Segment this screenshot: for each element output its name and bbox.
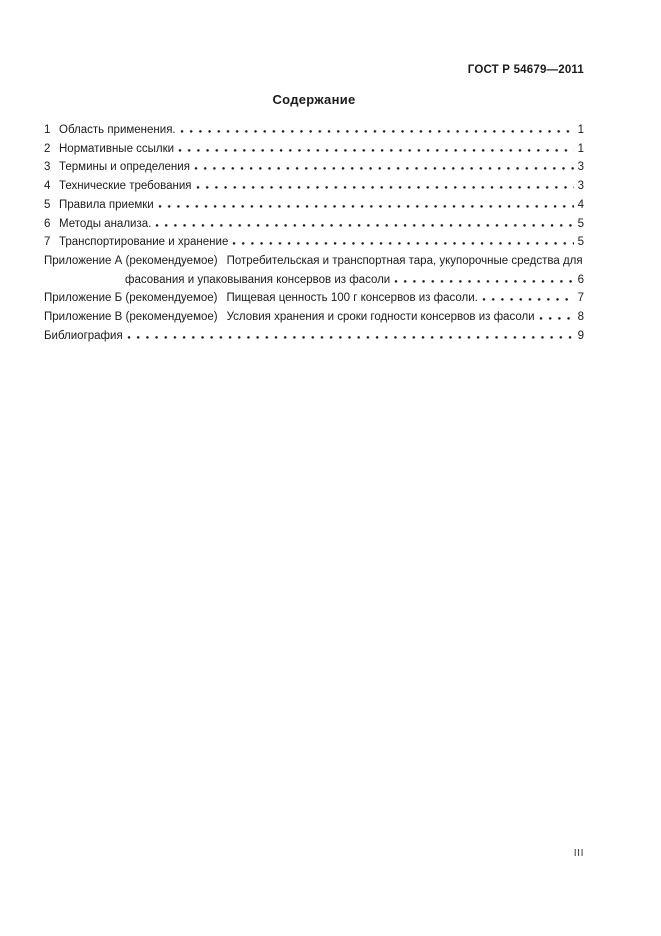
dot-leader — [394, 279, 574, 283]
standard-code: ГОСТ Р 54679—2011 — [467, 64, 584, 76]
toc-entry-page: 4 — [577, 198, 584, 211]
toc-entry-label: Методы анализа. — [59, 217, 152, 230]
bibliography-label: Библиография — [44, 329, 123, 342]
appendix-description: Пищевая ценность 100 г консервов из фасоли. — [226, 292, 478, 305]
page-number: III — [573, 847, 584, 859]
toc-entry — [44, 196, 584, 215]
toc-entry-number: 5 — [44, 198, 51, 211]
appendix-label: Приложение А (рекомендуемое) — [44, 254, 218, 267]
toc-entry-label: Правила приемки — [59, 198, 154, 211]
appendix-label: Приложение Б (рекомендуемое) — [44, 292, 218, 305]
dot-leader — [155, 223, 574, 227]
toc-entry-page: 1 — [577, 124, 584, 136]
document-header — [44, 64, 584, 76]
dot-leader — [232, 241, 574, 245]
toc-entry-number: 7 — [44, 236, 51, 249]
toc-entry — [44, 121, 584, 140]
dot-leader — [539, 316, 574, 320]
toc-entry-page: 1 — [577, 142, 584, 155]
dot-leader — [158, 204, 574, 208]
toc-entry-page: 9 — [577, 329, 584, 342]
toc-entry-page: 5 — [577, 236, 584, 249]
appendix-label: Приложение В (рекомендуемое) — [44, 311, 218, 324]
toc-entry-number: 3 — [44, 161, 51, 174]
table-of-contents — [44, 121, 584, 345]
toc-entry — [44, 215, 584, 234]
toc-entry-page: 7 — [577, 292, 584, 305]
toc-entry-label: Технические требования — [59, 180, 192, 193]
dot-leader — [482, 297, 574, 301]
toc-entry-number: 1 — [44, 124, 51, 136]
toc-bibliography-entry — [44, 327, 584, 346]
toc-appendix-entry — [44, 289, 584, 308]
toc-entry — [44, 177, 584, 196]
toc-appendix-entry-continuation — [44, 271, 584, 290]
toc-entry-page: 8 — [577, 311, 584, 324]
toc-entry-number: 4 — [44, 180, 51, 193]
dot-leader — [180, 129, 574, 133]
toc-entry — [44, 233, 584, 252]
toc-entry-number: 2 — [44, 142, 51, 155]
toc-entry-label: Область применения. — [59, 124, 176, 136]
appendix-description-continuation: фасования и упаковывания консервов из фасоли — [125, 273, 391, 286]
toc-appendix-entry — [44, 252, 584, 271]
dot-leader — [127, 335, 574, 339]
dot-leader — [196, 185, 574, 189]
toc-appendix-entry — [44, 308, 584, 327]
appendix-description: Потребительская и транспортная тара, укупорочные средства для — [226, 254, 583, 267]
toc-entry-number: 6 — [44, 217, 51, 230]
dot-leader — [194, 166, 574, 170]
toc-entry-label: Нормативные ссылки — [59, 142, 175, 155]
appendix-description: Условия хранения и сроки годности консервов из фасоли — [226, 311, 535, 324]
toc-entry-page: 5 — [577, 217, 584, 230]
toc-entry-page: 3 — [577, 161, 584, 174]
toc-entry-page: 6 — [577, 273, 584, 286]
toc-entry-page: 3 — [577, 180, 584, 193]
toc-entry-label: Термины и определения — [59, 161, 190, 174]
toc-entry-label: Транспортирование и хранение — [59, 236, 229, 249]
toc-entry — [44, 140, 584, 159]
page-footer — [44, 847, 584, 859]
toc-entry — [44, 158, 584, 177]
page-title: Содержание — [272, 92, 356, 107]
dot-leader — [178, 148, 574, 152]
